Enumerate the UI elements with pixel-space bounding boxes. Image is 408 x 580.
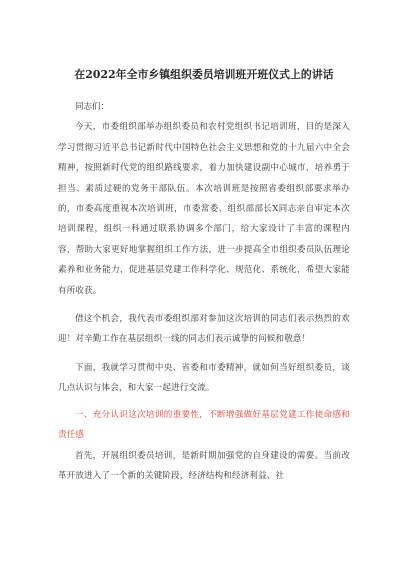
section-heading: 一、充分认识这次培训的重要性，不断增强做好基层党建工作使命感和责任感	[58, 409, 350, 441]
document-title: 在2022年全市乡镇组织委员培训班开班仪式上的讲话	[74, 68, 334, 81]
salutation: 同志们：	[75, 102, 110, 112]
paragraph-transition: 下面，我就学习贯彻中央、省委和市委精神，就如何当好组织委员，谈几点认识与体会，和大家一起进行交流。	[58, 362, 350, 394]
paragraph-welcome: 借这个机会，我代表市委组织部对参加这次培训的同志们表示热烈的欢迎！对辛勤工作在基层组织一线的同志们表示诚挚的问候和敬意！	[58, 314, 350, 345]
document-content	[58, 68, 350, 486]
paragraph-intro: 今天，市委组织部举办组织委员和农村党组织书记培训班，目的是深入学习贯彻习近平总书记新时代中国特色社会主义思想和党的十九届六中全会精神，按照新时代党的组织路线要求，着力加快建设副中心城市，培养勇于担当、素质过硬的党务干部队伍。本次培训班是按照省委组织部要求举办的，市委高度重视本次培训班，市委常委、组织部部长X同志亲自审定本次培训课程，组织一科通过联系协调多个部门，给大家设计了丰富的课程内容，帮助大家更好地掌握组织工作方法，进一步提高全市组织委员队伍理论素养和业务能力，促进基层党建工作科学化、规范化、系统化，希望大家能有所收获。	[58, 122, 350, 296]
paragraph-first-point: 首先，开展组织委员培训，是新时期加强党的自身建设的需要。当前改革开放进入了一个新的关键阶段，经济结构和经济利益、社	[58, 450, 350, 481]
